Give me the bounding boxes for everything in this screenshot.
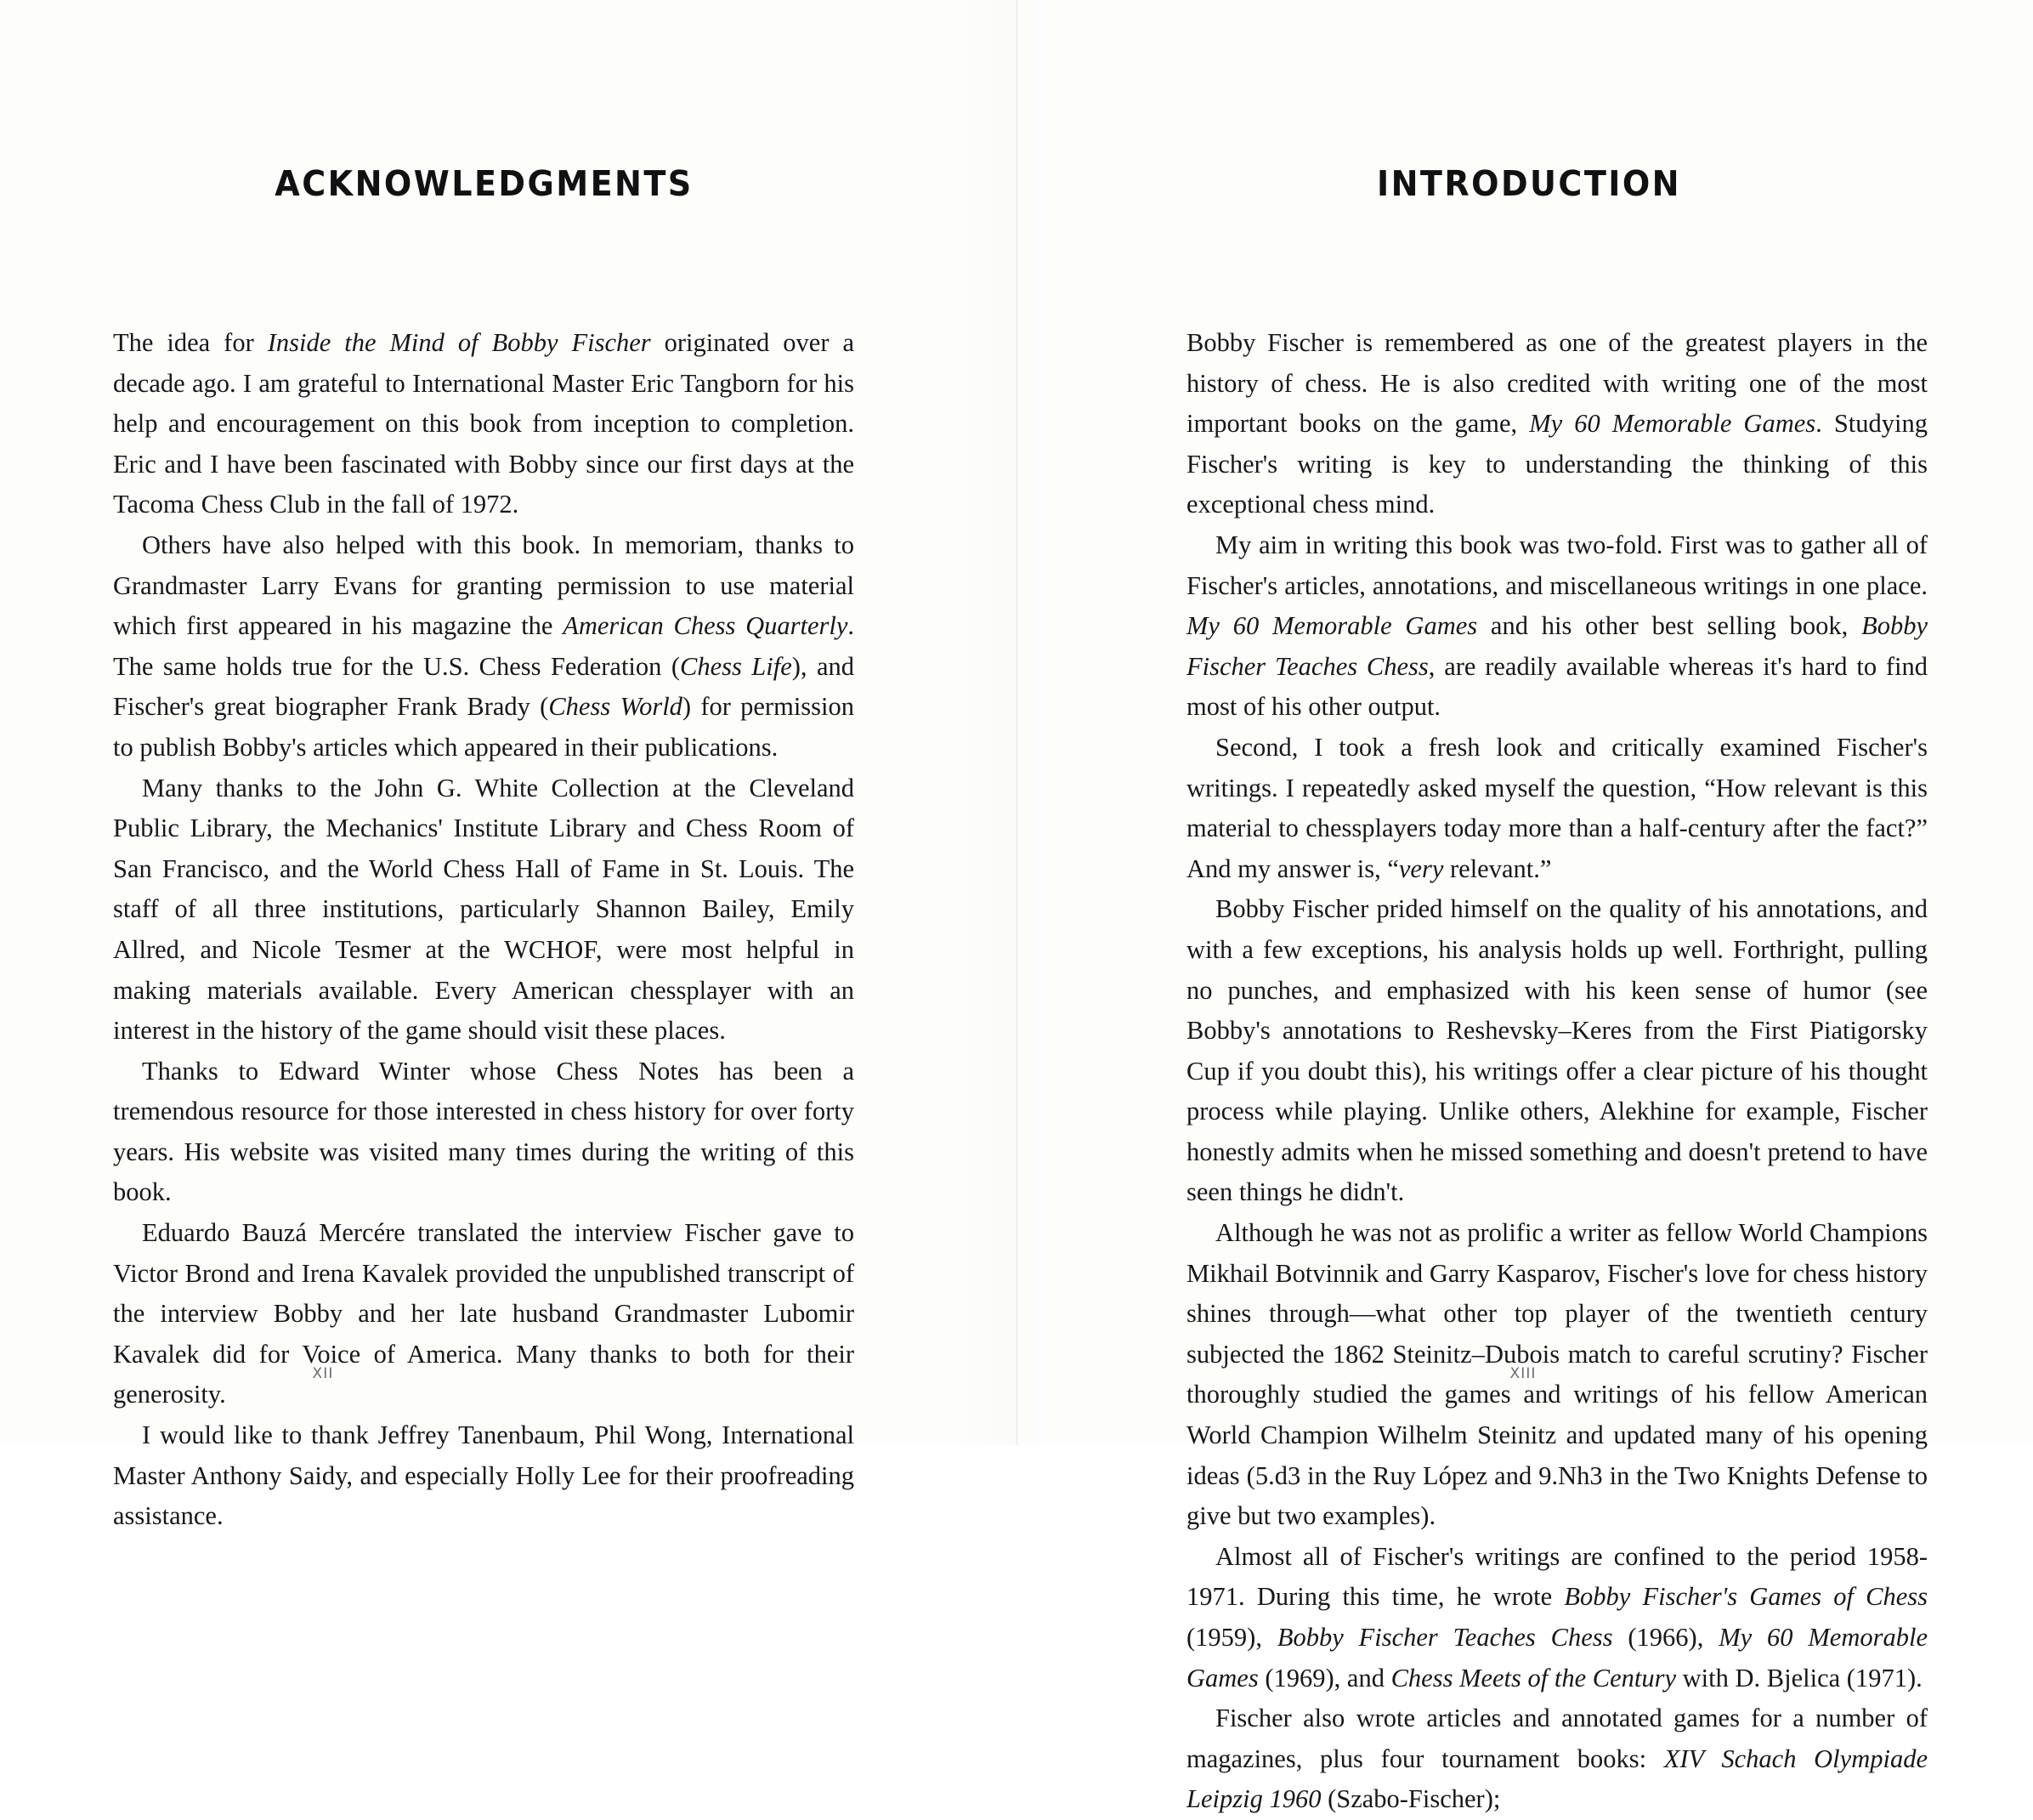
italic-title: XIV Schach Olympiade Leipzig 1960: [1186, 1743, 1928, 1814]
page-title-introduction: INTRODUCTION: [1376, 163, 1682, 204]
italic-title: Bobby Fischer Teaches Chess: [1277, 1623, 1613, 1652]
page-title-acknowledgments: ACKNOWLEDGMENTS: [275, 163, 694, 204]
italic-title: Chess World: [548, 692, 682, 722]
right-page: [1016, 0, 2033, 1814]
text-run: . The same holds true for the U.S. Chess Federation (: [113, 611, 855, 681]
italic-title: Inside the Mind of Bobby Fischer: [267, 328, 651, 357]
paragraph: [113, 525, 854, 768]
text-run: (1969), and: [1258, 1663, 1391, 1692]
gutter-shade-right: [1017, 0, 1068, 1445]
italic-title: Chess Meets of the Century: [1390, 1663, 1677, 1692]
text-run: (1959),: [1186, 1623, 1277, 1652]
paragraph: [1186, 728, 1928, 889]
text-run: Thanks to Edward Winter whose Chess Notes has been a tremendous resource for those interested in chess history for over forty years. His website was visited many times during the writing of this book.: [113, 1056, 854, 1207]
text-run: Almost all of Fischer's writings are confined to the period 1958-1971. During this time, he wrote: [1186, 1541, 1928, 1612]
text-run: Bobby Fischer prided himself on the quality of his annotations, and with a few exceptions, his analysis holds up well. Forthright, pulling no punches, and emphasized with his keen sense of humor (see Bobby's annotations to Reshevsky–Keres from the First Piatigorsky Cup if you doubt this), his writings offer a clear picture of his thought process while playing. Unlike others, Alekhine for example, Fischer honestly admits when he missed something and doesn't pretend to have seen things he didn't.: [1186, 894, 1928, 1207]
paragraph: [1186, 889, 1928, 1213]
book-spine-divider: [1016, 0, 1017, 1445]
text-run: Second, I took a fresh look and critically examined Fischer's writings. I repeatedly asked myself the question, “How relevant is this material to chessplayers today more than a half-century after the fact?” And my answer is, “: [1186, 732, 1928, 883]
paragraph: [113, 323, 854, 525]
italic-title: American Chess Quarterly: [563, 611, 848, 641]
text-run: I would like to thank Jeffrey Tanenbaum, Phil Wong, International Master Anthony Saidy, and especially Holly Lee for their proofreading assistance.: [113, 1420, 854, 1531]
text-run: Others have also helped with this book. In memoriam, thanks to Grandmaster Larry Evans for granting permission to use material which first appeared in his magazine the: [113, 530, 854, 641]
paragraph: [113, 1052, 854, 1213]
paragraph: [1186, 1698, 1928, 1820]
text-run: ), and Fischer's great biographer Frank Brady (: [113, 651, 854, 722]
paragraph: [1186, 1537, 1928, 1698]
italic-title: My 60 Memorable Games: [1186, 611, 1478, 641]
introduction-body: [1186, 204, 1928, 1820]
text-run: (1966),: [1612, 1623, 1719, 1652]
page-number-left: XII: [312, 1365, 334, 1382]
italic-title: Chess Life: [679, 651, 792, 681]
italic-title: My 60 Memorable Games: [1186, 1623, 1928, 1692]
text-run: Fischer also wrote articles and annotated games for a number of magazines, plus four tournament books:: [1186, 1704, 1928, 1773]
text-run: The idea for: [113, 328, 268, 357]
text-run: with D. Bjelica (1971).: [1676, 1663, 1923, 1692]
left-page: [0, 0, 1016, 1531]
text-run: (Szabo-Fischer);: [1321, 1784, 1501, 1814]
italic-title: Bobby Fischer's Games of Chess: [1564, 1582, 1928, 1612]
paragraph: [113, 1415, 854, 1537]
paragraph: [113, 1213, 854, 1415]
text-run: and his other best selling book,: [1477, 611, 1862, 641]
italic-title: My 60 Memorable Games: [1529, 409, 1816, 439]
text-run: My aim in writing this book was two-fold. First was to gather all of Fischer's articles, annotations, and miscellaneous writings in one place.: [1186, 530, 1928, 600]
text-run: Many thanks to the John G. White Collection at the Cleveland Public Library, the Mechanics' Institute Library and Chess Room of San Francisco, and the World Chess Hall of Fame in St. Louis. The staff of all three institutions, particularly Shannon Bailey, Emily Allred, and Nicole Tesmer at the WCHOF, were most helpful in making materials available. Every American chessplayer with an interest in the history of the game should visit these places.: [113, 773, 854, 1046]
acknowledgments-body: [113, 204, 854, 1537]
text-run: ) for permission to publish Bobby's articles which appeared in their publications.: [113, 692, 855, 762]
paragraph: [1186, 525, 1928, 728]
text-run: . Studying Fischer's writing is key to understanding the thinking of this exceptional chess mind.: [1186, 409, 1928, 519]
italic-title: very: [1398, 853, 1444, 883]
italic-title: Bobby Fischer Teaches Chess: [1186, 611, 1928, 681]
text-run: Eduardo Bauzá Mercére translated the interview Fischer gave to Victor Brond and Irena Kavalek provided the unpublished transcript of the interview Bobby and her late husband Grandmaster Lubomir Kavalek did for Voice of America. Many thanks to both for their generosity.: [113, 1218, 854, 1409]
text-run: Bobby Fischer is remembered as one of the greatest players in the history of chess. He is also credited with writing one of the most important books on the game,: [1186, 328, 1928, 439]
text-run: originated over a decade ago. I am grateful to International Master Eric Tangborn for his help and encouragement on this book from inception to completion. Eric and I have been fascinated with Bobby since our first days at the Tacoma Chess Club in the fall of 1972.: [113, 328, 854, 519]
page-number-right: XIII: [1509, 1365, 1537, 1382]
text-run: , are readily available whereas it's hard to find most of his other output.: [1186, 651, 1928, 722]
paragraph: [1186, 323, 1928, 525]
gutter-shade-left: [952, 0, 1016, 1445]
paragraph: [113, 768, 854, 1052]
text-run: relevant.”: [1443, 853, 1552, 883]
text-run: Although he was not as prolific a writer as fellow World Champions Mikhail Botvinnik and Garry Kasparov, Fischer's love for chess history shines through—what other top player of the twentieth century subjected the 1862 Steinitz–Dubois match to careful scrutiny? Fischer thoroughly studied the games and writings of his fellow American World Champion Wilhelm Steinitz and updated many of his opening ideas (5.d3 in the Ruy López and 9.Nh3 in the Two Knights Defense to give but two examples).: [1186, 1218, 1928, 1531]
